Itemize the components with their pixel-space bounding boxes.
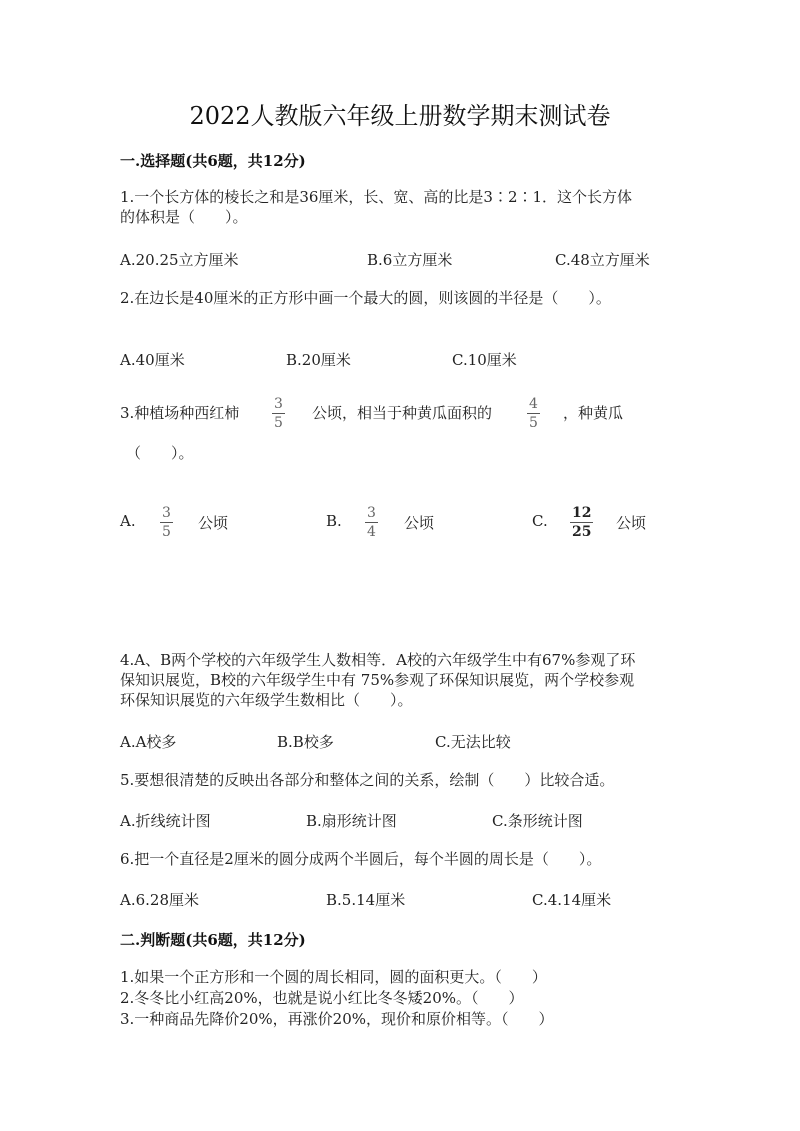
question-2-text: 2.在边长是40厘米的正方形中画一个最大的圆，则该圆的半径是（ ）。 (120, 289, 611, 307)
question-6-text: 6.把一个直径是2厘米的圆分成两个半圆后，每个半圆的周长是（ ）。 (120, 850, 602, 868)
fraction-denominator: 25 (572, 524, 592, 540)
section-heading-judgement: 二.判断题(共6题，共12分) (120, 931, 306, 949)
question-4-option-a: A.A校多 (120, 733, 177, 751)
question-2-option-c: C.10厘米 (452, 351, 517, 369)
question-6-option-a: A.6.28厘米 (120, 891, 199, 909)
question-3-option-c-unit: 公顷 (616, 514, 647, 532)
question-3-option-a-unit: 公顷 (198, 514, 229, 532)
fraction-denominator: 4 (367, 524, 376, 540)
page-title: 2022人教版六年级上册数学期末测试卷 (189, 102, 611, 130)
option-b-fraction (365, 506, 378, 540)
fraction-numerator: 3 (274, 396, 283, 412)
question-3-option-a-label: A. (120, 512, 136, 530)
question-3-option-b-label: B. (326, 512, 342, 530)
section-heading-choice: 一.选择题(共6题，共12分) (120, 152, 306, 170)
question-4-line-2: 保知识展览，B校的六年级学生中有 75%参观了环保知识展览，两个学校参观 (120, 671, 635, 689)
judgement-item-3: 3.一种商品先降价20%，再涨价20%，现价和原价相等。（ ） (120, 1010, 554, 1028)
question-4-line-3: 环保知识展览的六年级学生数相比（ ）。 (120, 691, 413, 709)
question-5-option-b: B.扇形统计图 (306, 812, 397, 830)
question-6-option-b: B.5.14厘米 (326, 891, 406, 909)
question-3-part-1: 3.种植场种西红柿 (120, 404, 240, 422)
question-1-option-b: B.6立方厘米 (367, 251, 453, 269)
question-5-option-c: C.条形统计图 (492, 812, 583, 830)
question-1-option-c: C.48立方厘米 (555, 251, 650, 269)
question-4-line-1: 4.A、B两个学校的六年级学生人数相等．A校的六年级学生中有67%参观了环 (120, 651, 636, 669)
option-c-fraction (570, 506, 593, 540)
question-4-option-c: C.无法比较 (435, 733, 511, 751)
judgement-item-1: 1.如果一个正方形和一个圆的周长相同，圆的面积更大。（ ） (120, 968, 547, 986)
fraction-denominator: 5 (529, 415, 538, 431)
question-3-option-b-unit: 公顷 (404, 514, 435, 532)
question-3-line-2: （ ）。 (126, 444, 194, 462)
fraction-numerator: 3 (162, 505, 171, 521)
fraction-4-5 (527, 397, 540, 431)
question-2-option-b: B.20厘米 (286, 351, 351, 369)
question-1-line-1: 1.一个长方体的棱长之和是36厘米，长、宽、高的比是3∶2∶1．这个长方体 (120, 188, 633, 206)
question-2-option-a: A.40厘米 (120, 351, 185, 369)
fraction-numerator: 4 (529, 396, 538, 412)
question-6-option-c: C.4.14厘米 (532, 891, 612, 909)
question-1-line-2: 的体积是（ ）。 (120, 208, 248, 226)
question-3-option-c-label: C. (532, 512, 548, 530)
fraction-denominator: 5 (162, 524, 171, 540)
fraction-numerator: 3 (367, 505, 376, 521)
question-3-part-2: 公顷，相当于种黄瓜面积的 (312, 404, 493, 422)
question-4-option-b: B.B校多 (277, 733, 334, 751)
question-5-text: 5.要想很清楚的反映出各部分和整体之间的关系，绘制（ ）比较合适。 (120, 771, 615, 789)
question-5-option-a: A.折线统计图 (120, 812, 211, 830)
judgement-item-2: 2.冬冬比小红高20%，也就是说小红比冬冬矮20%。（ ） (120, 989, 524, 1007)
option-a-fraction (160, 506, 173, 540)
fraction-denominator: 5 (274, 415, 283, 431)
fraction-3-5 (272, 397, 285, 431)
question-3-part-3: ，种黄瓜 (563, 404, 624, 422)
fraction-numerator: 12 (572, 505, 592, 521)
question-1-option-a: A.20.25立方厘米 (120, 251, 239, 269)
